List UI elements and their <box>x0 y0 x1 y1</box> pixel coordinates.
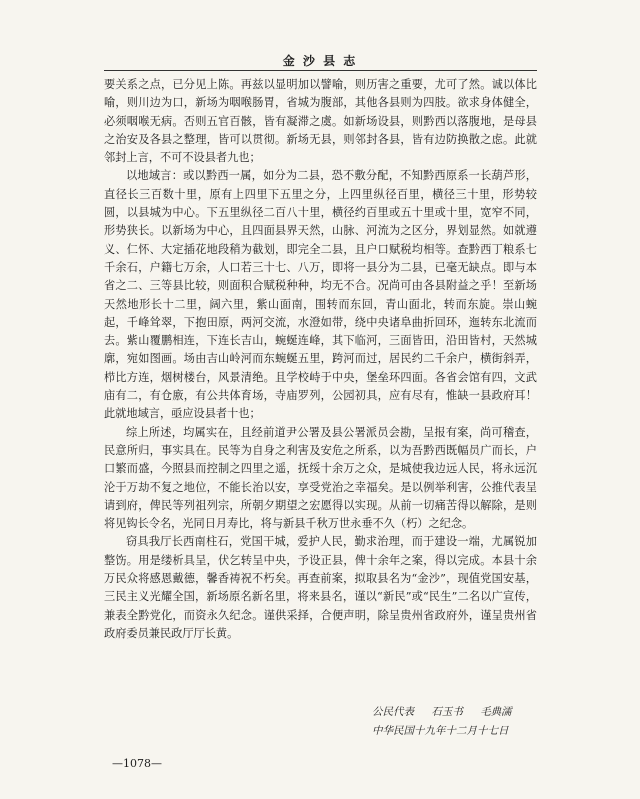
signatory-name: 毛典濡 <box>480 706 512 718</box>
signatories <box>372 703 526 722</box>
paragraph: 以地域言：或以黔西一属，如分为二县，恐不敷分配，不知黔西原系一长葫芦形，直径长三百数十里，原有上四里下五里之分，上四里纵径百里，横径三十里，形势较圆，以县城为中心。下五里纵径二百八十里，横径约百里或五十里或十里，宽窄不同，形势狭长。以新场为中心，且四面县界天然，山脉、河流为之区分，界划显然。如就遵义、仁怀、大定插花地段稍为截划，即完全二县，且户口赋税均相等。查黔西丁粮系七千余石，户籍七万余，人口若三十七、八万，即将一县分为二县，已毫无缺点。即与本省之二、三等县比较，则面积合赋税种种，均无不合。况尚可由各县附益之乎！至新场天然地形长十二里，阔六里，紫山面南，围转而东回，青山面北，转而东旋。崇山蜿起，千峰耸翠，下抱田原，两河交流，水澄如带，绕中央诸阜曲折回环，迤转东北流而去。紫山覆鹏相连，下连长吉山，蜿蜒连峰，其下临河，三面皆田，沿田皆村，天然城廓，宛如图画。场由吉山岭河而东蜿蜒五里，跨河而过，居民约二千余户，横街斜弄，栉比方连，烟树楼台，风景清绝。且学校峙于中央，堡垒环四面。各省会馆有四，文武庙有二，有仓廒，有公共体育场，寺庙罗列，公园初具，应有尽有，惟缺一县政府耳！此就地域言，亟应设县者十也； <box>104 169 537 421</box>
signatory-name: 石玉书 <box>431 706 463 718</box>
paragraph: 窃具我厅长西南柱石，党国干城，爱护人民，勤求治理，而于建设一端，尤属锐加整饬。用是缕析具呈，伏乞转呈中央，予设正县，俾十余年之案，得以完成。本县十余万民众将感恩戴德，馨香祷祝不朽矣。再查前案，拟取县名为“金沙”，现值党国安基，三民主义光耀全国，新场原名新名里，将来县名，谨以“新民”或“民生”二名以广宣传，兼表全黔党化，而资永久纪念。谨供采择，合便声明，除呈贵州省政府外，谨呈贵州省政府委员兼民政厅厅长黄。 <box>104 535 537 640</box>
paragraph: 要关系之点，已分见上陈。再兹以显明加以譬喻，则历害之重要，尤可了然。诚以体比喻，则川边为口，新场为咽喉肠胃，省城为腹部，其他各县则为四肢。欲求身体健全，必须咽喉无病。否则五官百骸，皆有凝滞之虞。如新场设县，则黔西以落腹地，是母县之治安及各县之整理，皆可以贯彻。新场无县，则邻封各县，皆有边防换散之虑。此就邻封上言，不可不设县者九也； <box>104 78 537 165</box>
paragraph: 综上所述，均属实在，且经前道尹公署及县公署派员会勘，呈报有案，尚可稽查，民意所归，事实具在。民等为自身之利害及安危之所系，以为吾黔西既幅员广而长，户口繁而盛，今照县而控制之四里之遥，抚绥十余万之众，是城使我边远人民，将永远沉沦于万劫不复之地位，不能长治以安，享受党治之幸福矣。是以例举利害，公推代表呈请到府，俾民等列祖列宗，所朝夕期望之宏愿得以实现。从前一切痛苦得以解除，是则将见钩长令名，光同日月寿比，将与新县千秋万世永垂不久（朽）之纪念。 <box>104 425 537 531</box>
page-number: —1078— <box>112 757 162 770</box>
signature-date: 中华民国十九年十二月十七日 <box>372 725 509 737</box>
running-header: 金 沙 县 志 <box>282 54 358 68</box>
body-text <box>104 76 537 643</box>
header-rule <box>104 70 537 71</box>
signature-block <box>372 703 526 741</box>
signatory-title: 公民代表 <box>372 706 414 718</box>
